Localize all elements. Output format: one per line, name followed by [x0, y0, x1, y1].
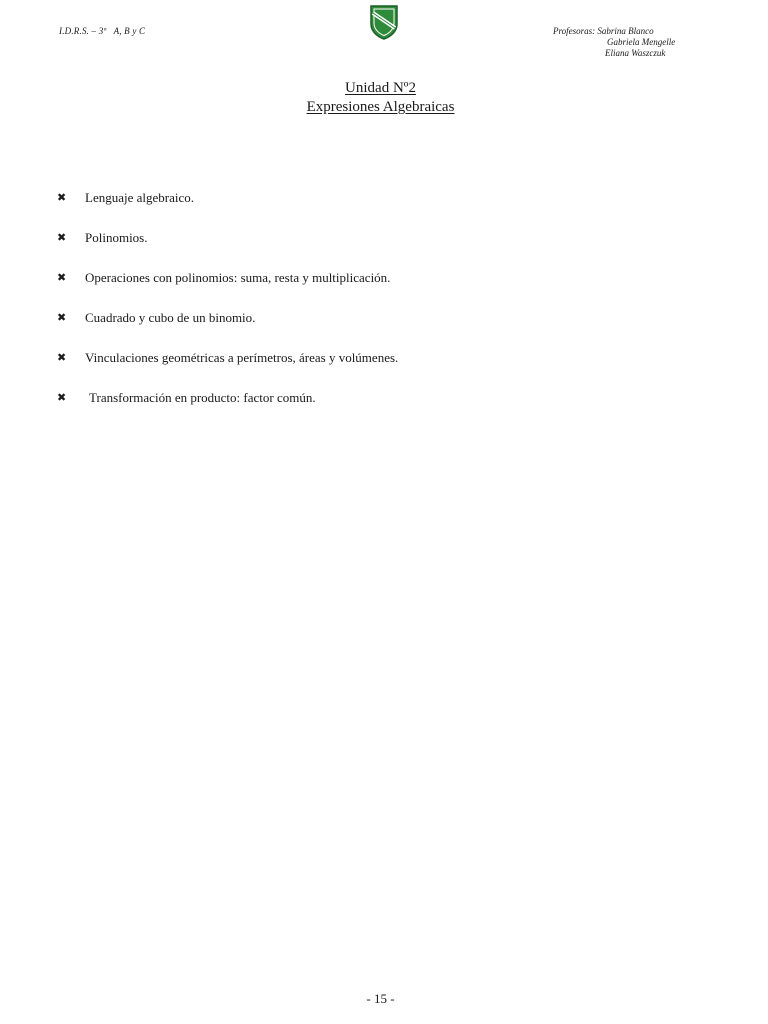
list-item-text: Transformación en producto: factor común. [89, 390, 316, 405]
list-item-text: Operaciones con polinomios: suma, resta y multiplicación. [85, 270, 391, 285]
list-item-text: Lenguaje algebraico. [85, 190, 194, 205]
x-mark-bullet-icon: ✖ [57, 351, 67, 364]
header-course-label: I.D.R.S. – 3º A, B y C [59, 26, 146, 36]
x-mark-bullet-icon: ✖ [57, 271, 67, 284]
list-item-text: Vinculaciones geométricas a perímetros, áreas y volúmenes. [85, 350, 399, 365]
list-item-text: Polinomios. [85, 230, 148, 245]
page-title [0, 79, 761, 117]
header-teachers [553, 26, 675, 59]
x-mark-bullet-icon: ✖ [57, 231, 67, 244]
unit-subtitle: Expresiones Algebraicas [306, 99, 455, 115]
x-mark-bullet-icon: ✖ [57, 311, 67, 324]
x-mark-bullet-icon: ✖ [57, 191, 67, 204]
list-item-text: Cuadrado y cubo de un binomio. [85, 310, 256, 325]
teacher-line-2: Gabriela Mengelle [607, 37, 676, 47]
page-number: - 15 - [366, 991, 395, 1006]
teacher-line-3: Eliana Waszczuk [605, 48, 666, 58]
x-mark-bullet-icon: ✖ [57, 391, 67, 404]
teacher-line-1: Profesoras: Sabrina Blanco [553, 26, 654, 36]
school-crest-icon [369, 4, 399, 41]
unit-title: Unidad Nº2 [345, 80, 416, 96]
